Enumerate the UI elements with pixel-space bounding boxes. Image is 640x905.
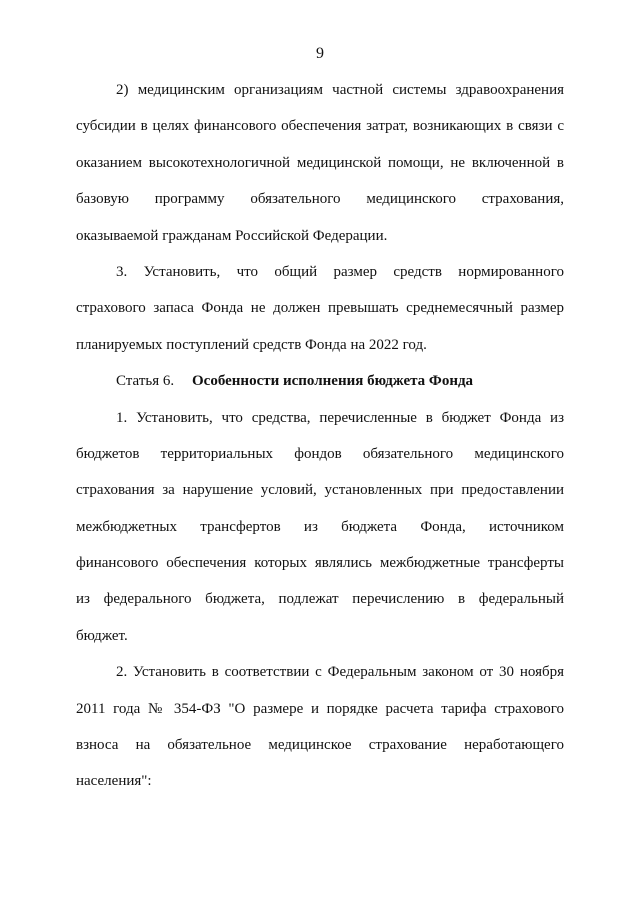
text-line: 3. Установить, что общий размер средств нормированного bbox=[116, 263, 564, 280]
text-line: страхового запаса Фонда не должен превышать среднемесячный размер bbox=[76, 300, 564, 317]
document-body bbox=[76, 80, 564, 808]
text-line: оказываемой гражданам Российской Федерации. bbox=[76, 227, 388, 244]
text-line: страхования за нарушение условий, установленных при предоставлении bbox=[76, 482, 564, 499]
text-line: финансового обеспечения которых являлись межбюджетные трансферты bbox=[76, 555, 564, 572]
text-line: оказанием высокотехнологичной медицинской помощи, не включенной в bbox=[76, 154, 564, 171]
text-line: 2011 года № 354-ФЗ "О размере и порядке расчета тарифа страхового bbox=[76, 700, 564, 717]
page-number: 9 bbox=[316, 45, 324, 62]
text-line: 1. Установить, что средства, перечисленные в бюджет Фонда из bbox=[116, 409, 564, 426]
paragraph-transfers bbox=[76, 408, 564, 663]
text-line: 2. Установить в соответствии с Федеральным законом от 30 ноября bbox=[116, 664, 564, 681]
paragraph-subsidies bbox=[76, 80, 564, 262]
article-label: Статья 6. bbox=[116, 373, 175, 390]
article-heading bbox=[76, 371, 564, 407]
text-line: населения": bbox=[76, 773, 152, 790]
text-line: из федерального бюджета, подлежат перечислению в федеральный bbox=[76, 591, 564, 608]
text-line: взноса на обязательное медицинское страхование неработающего bbox=[76, 737, 564, 754]
text-line: межбюджетных трансфертов из бюджета Фонда, источником bbox=[76, 518, 564, 535]
text-line: субсидии в целях финансового обеспечения затрат, возникающих в связи с bbox=[76, 118, 564, 135]
text-line: 2) медицинским организациям частной системы здравоохранения bbox=[116, 82, 564, 98]
text-line: бюджет. bbox=[76, 627, 128, 644]
paragraph-federal-law bbox=[76, 662, 564, 808]
text-line: базовую программу обязательного медицинского страхования, bbox=[76, 191, 564, 208]
article-title: Особенности исполнения бюджета Фонда bbox=[192, 373, 474, 390]
text-line: бюджетов территориальных фондов обязательного медицинского bbox=[76, 445, 564, 462]
paragraph-reserve bbox=[76, 262, 564, 371]
text-line: планируемых поступлений средств Фонда на 2022 год. bbox=[76, 336, 427, 353]
